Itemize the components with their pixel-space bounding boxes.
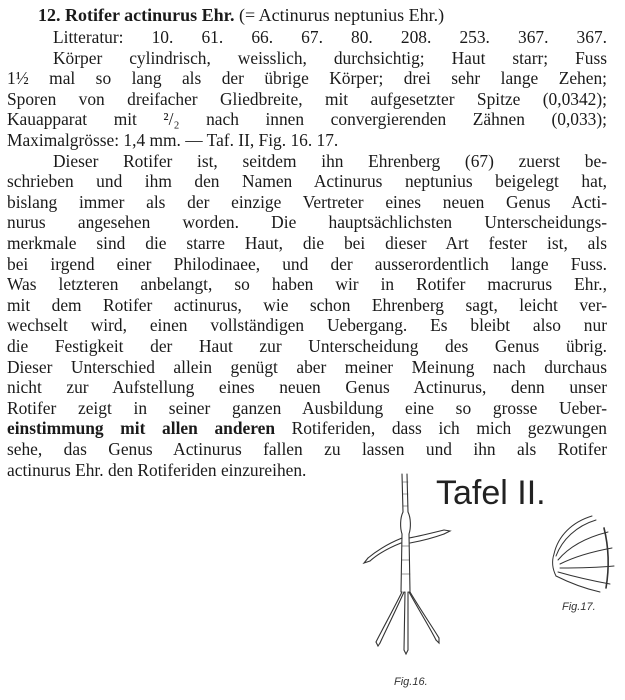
text-line: 1½ mal so lang als der übrige Körper; drei sehr lange Zehen;: [7, 68, 607, 89]
text-line: merkmale sind die starre Haut, die bei dieser Art fester ist, als: [7, 233, 607, 253]
text-line: wechselt wird, einen vollständigen Uebergang. Es bleibt also nur: [7, 315, 607, 336]
figure-17-illustration: [548, 514, 618, 594]
text-line: actinurus Ehr. den Rotiferiden einzureihen.: [7, 459, 307, 480]
text-line: nicht zur Aufstellung eines neuen Genus Actinurus, denn unser: [7, 377, 607, 398]
text-line: bislang immer als der einzige Vertreter eines neuen Genus Acti-: [7, 191, 607, 212]
text-line: Maximalgrösse: 1,4 mm. — Taf. II, Fig. 16. 17.: [7, 130, 339, 150]
entry-number: 12.: [38, 5, 61, 25]
text-line: sehe, das Genus Actinurus fallen zu lassen und ihn als Rotifer: [7, 439, 607, 459]
text-line: Kauapparat mit ²/₂ nach innen convergierenden Zähnen (0,033);: [7, 109, 607, 130]
text-line: Dieser Rotifer ist, seitdem ihn Ehrenberg (67) zuerst be-: [53, 150, 607, 171]
figure-16-illustration: [340, 472, 460, 672]
text-line: Rotifer zeigt in seiner ganzen Ausbildung eine so grosse Ueber-: [7, 397, 607, 418]
text-line: nurus angesehen worden. Die hauptsächlichsten Unterscheidungs-: [7, 212, 607, 233]
text-line: Was letzteren anbelangt, so haben wir in Rotifer macrurus Ehr.,: [7, 274, 607, 295]
text-line: schrieben und ihm den Namen Actinurus neptunius beigelegt hat,: [7, 171, 607, 192]
figure-16-label: Fig.16.: [394, 676, 428, 688]
species-heading: [38, 4, 444, 26]
text-line: Litteratur: 10. 61. 66. 67. 80. 208. 253. 367. 367.: [53, 27, 607, 47]
species-name: Rotifer actinurus Ehr.: [65, 5, 235, 25]
text-line: einstimmung mit allen anderen Rotiferiden, dass ich mich gezwungen: [7, 418, 607, 439]
text-line: bei irgend einer Philodinaee, und der ausserordentlich lange Fuss.: [7, 253, 607, 274]
text-line: mit dem Rotifer actinurus, wie schon Ehrenberg sagt, leicht ver-: [7, 294, 607, 315]
emphasized-text: einstimmung mit allen anderen: [7, 418, 275, 439]
species-synonym: (= Actinurus neptunius Ehr.): [239, 5, 445, 25]
text-line: Sporen von dreifacher Gliedbreite, mit aufgesetzter Spitze (0,0342);: [7, 88, 607, 109]
figure-17-label: Fig.17.: [562, 601, 596, 613]
text-line: Körper cylindrisch, weisslich, durchsichtig; Haut starr; Fuss: [53, 47, 607, 68]
text-line: die Festigkeit der Haut zur Unterscheidung des Genus übrig.: [7, 336, 607, 356]
text-line: Dieser Unterschied allein genügt aber meiner Meinung nach durchaus: [7, 356, 607, 377]
plate-title: Tafel II.: [436, 474, 546, 512]
